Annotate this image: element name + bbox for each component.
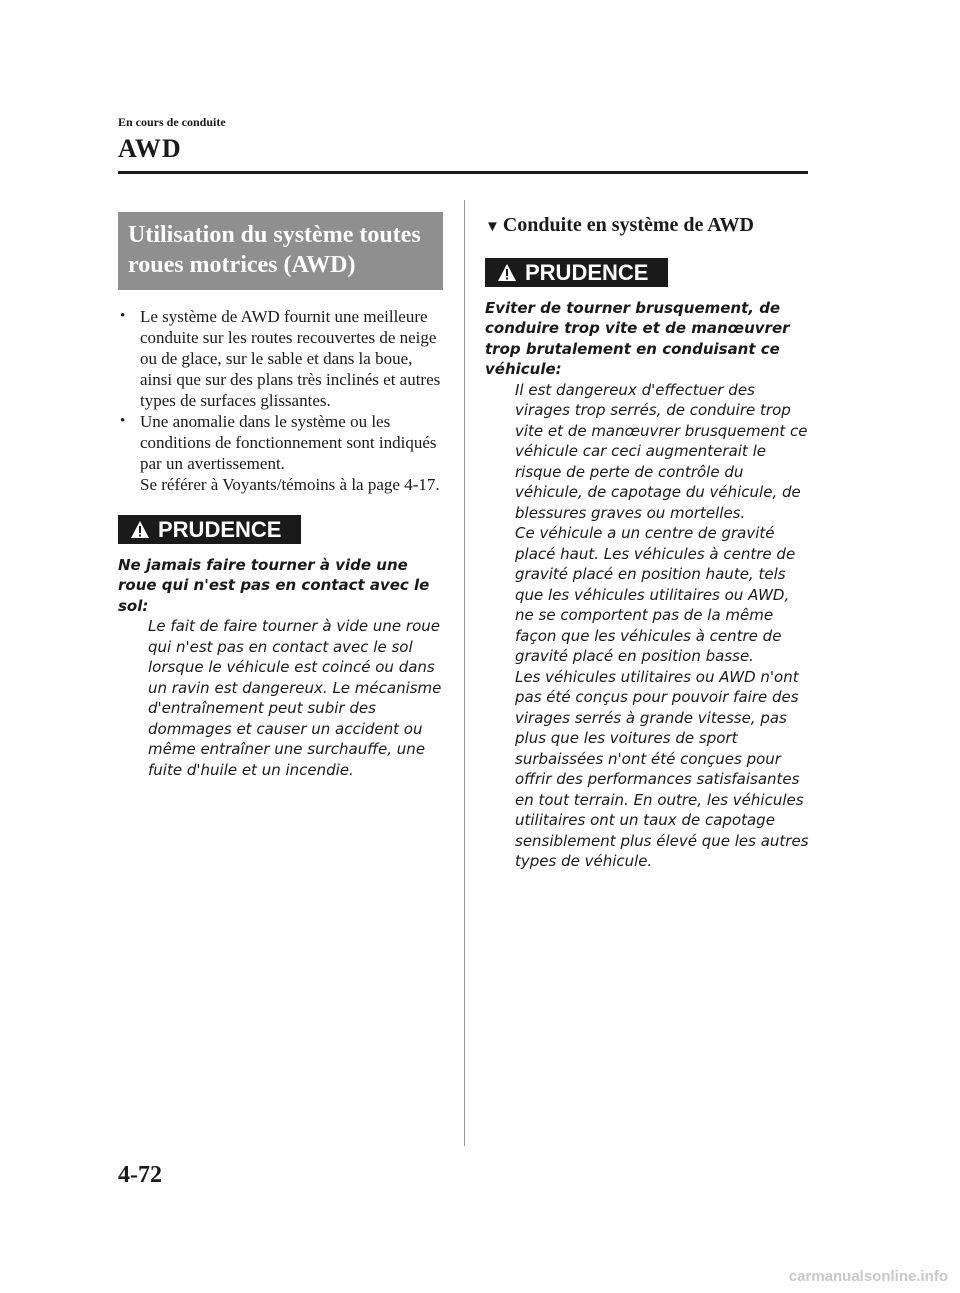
chapter-title: AWD [118, 134, 182, 163]
caution-banner [485, 258, 668, 287]
bullet-icon: • [120, 413, 126, 429]
caution-banner [118, 515, 301, 544]
bullet-text: Une anomalie dans le système ou les conditions de fonctionnement sont indiqués par un avertissement. [140, 412, 437, 473]
section-heading: Utilisation du système toutes roues motrices (AWD) [118, 212, 443, 290]
right-column [485, 212, 810, 872]
caution-label: PRUDENCE [158, 516, 282, 542]
warning-paragraph: Il est dangereux d'effectuer des virages trop serrés, de conduire trop vite et de manœuvrer brusquement ce véhicule car ceci augmenterait le risque de perte de contrôle du véhicule, de capotage du véhicule, de blessures graves ou mortelles. [515, 380, 808, 522]
list-item [118, 411, 443, 495]
section-label: En cours de conduite [118, 115, 226, 129]
caution-label: PRUDENCE [525, 259, 649, 285]
warning-paragraph: Les véhicules utilitaires ou AWD n'ont pas été conçus pour pouvoir faire des virages serrés à grande vitesse, pas plus que les voitures de sport surbaissées n'ont été conçues pour offrir des performances satisfaisantes en tout terrain. En outre, les véhicules utilitaires ont un taux de capotage sensiblement plus élevé que les autres types de véhicule. [515, 667, 809, 870]
warning-paragraph: Ce véhicule a un centre de gravité placé haut. Les véhicules à centre de gravité placé en position haute, tels que les véhicules utilitaires ou AWD, ne se comportent pas de la même façon que les véhicules à centre de gravité placé en position basse. [515, 524, 796, 665]
sub-heading-text: Conduite en système de AWD [502, 214, 754, 236]
bullet-text: Le système de AWD fournit une meilleure conduite sur les routes recouvertes de neige ou de glace, sur le sable et dans la boue, ainsi que sur des plans très inclinés et autres types de surfaces glissantes. [140, 307, 441, 410]
bullet-list [118, 306, 443, 495]
sub-heading [485, 212, 810, 240]
watermark: carmanualsonline.info [788, 1268, 948, 1285]
warning-triangle-icon [497, 263, 517, 283]
warning-body: Le fait de faire tourner à vide une roue qui n'est pas en contact avec le sol lorsque le véhicule est coincé ou dans un ravin est dangereux. Le mécanisme d'entraînement peut subir des dommages et causer un accident ou même entraîner une surchauffe, une fuite d'huile et un incendie. [148, 617, 442, 779]
warning-title: Ne jamais faire tourner à vide une roue qui n'est pas en contact avec le sol: [118, 555, 430, 615]
bullet-icon: • [120, 308, 126, 324]
list-item [118, 306, 443, 411]
left-column [118, 212, 443, 780]
page-number: 4-72 [118, 1162, 162, 1188]
warning-triangle-icon [130, 520, 150, 540]
caution-banner-wrap [485, 258, 810, 288]
column-divider [464, 200, 465, 1146]
triangle-marker-icon: ▼ [485, 219, 500, 235]
header-rule [118, 171, 808, 174]
warning-title: Eviter de tourner brusquement, de conduire trop vite et de manœuvrer trop brutalement en conduisant ce véhicule: [485, 298, 790, 378]
caution-banner-wrap [118, 515, 443, 545]
cross-reference: Se référer à Voyants/témoins à la page 4-17. [140, 475, 440, 494]
